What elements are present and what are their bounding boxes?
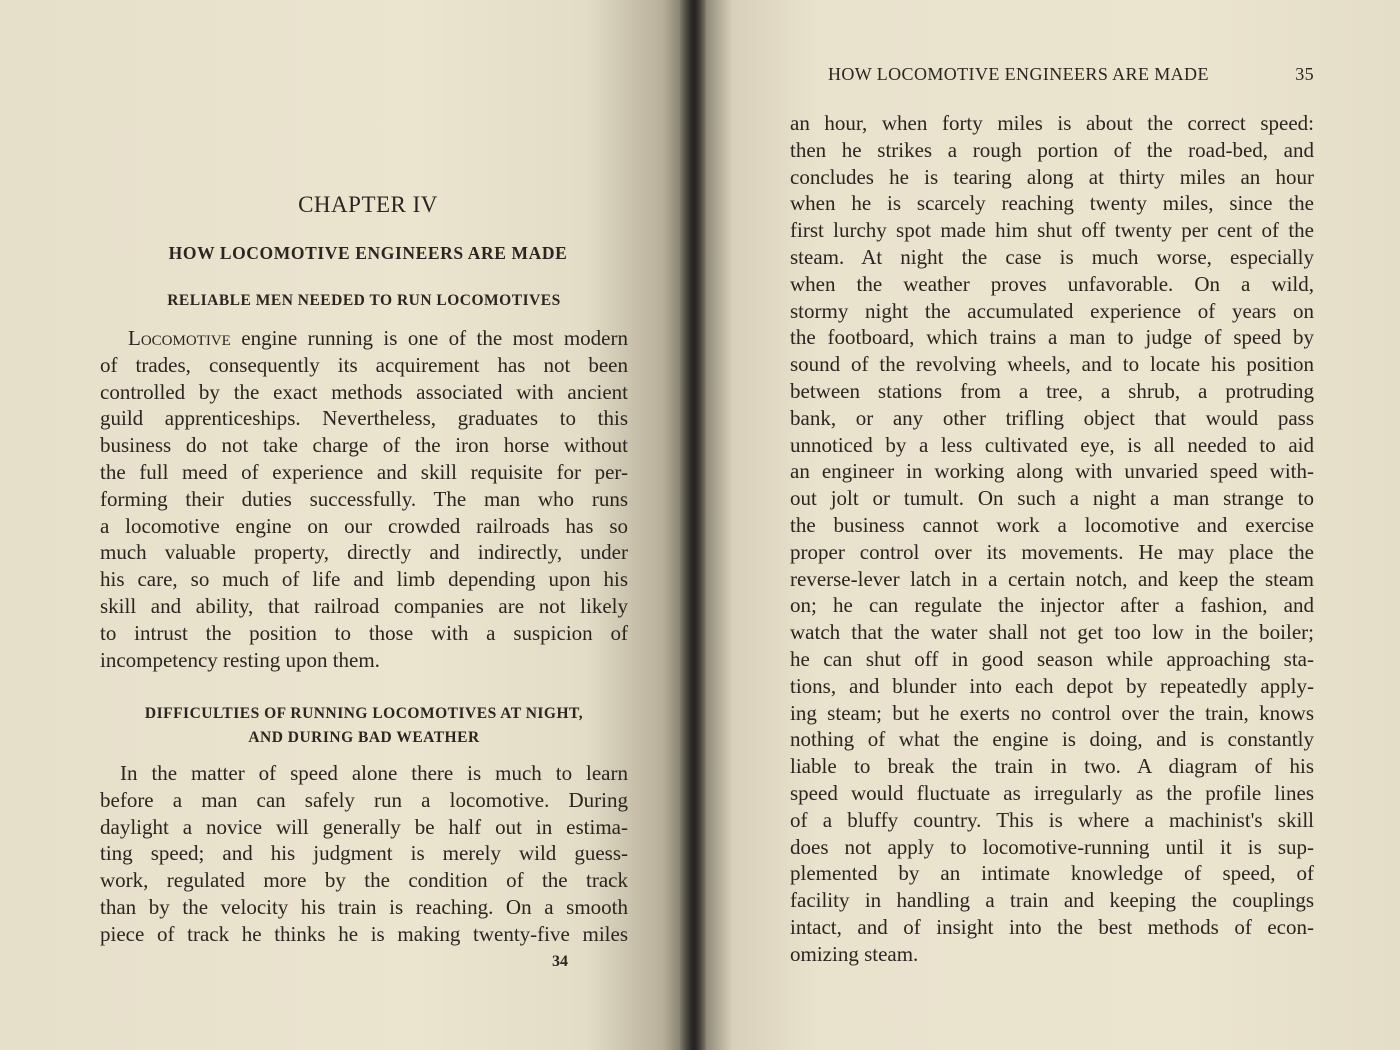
paragraph-line: than by the velocity his train is reaching. On a smooth [100, 894, 628, 919]
chapter-heading: HOW LOCOMOTIVE ENGINEERS ARE MADE [168, 243, 568, 263]
paragraph-line: the full meed of experience and skill requisite for per- [100, 459, 628, 484]
paragraph-line: nothing of what the engine is doing, and is constantly [790, 727, 1314, 752]
paragraph-line: controlled by the exact methods associated with ancient [100, 379, 628, 404]
paragraph-line: an hour, when forty miles is about the correct speed: [790, 111, 1314, 135]
paragraph-line: a locomotive engine on our crowded railroads has so [100, 513, 628, 538]
paragraph-line: reverse-lever latch in a certain notch, and keep the steam [790, 566, 1314, 591]
chapter-title: CHAPTER IV [298, 192, 438, 217]
paragraph-line: liable to break the train in two. A diagram of his [790, 754, 1314, 779]
section2-paragraph [100, 760, 628, 948]
paragraph-line: intact, and of insight into the best methods of econ- [790, 914, 1314, 939]
paragraph-line: watch that the water shall not get too low in the boiler; [790, 620, 1314, 645]
paragraph-line: the footboard, which trains a man to judge of speed by [790, 325, 1314, 350]
paragraph-line: stormy night the accumulated experience of years on [790, 298, 1314, 323]
paragraph-line: concludes he is tearing along at thirty miles an hour [790, 164, 1314, 189]
page-number-left: 34 [552, 953, 568, 970]
section-heading-line: DIFFICULTIES OF RUNNING LOCOMOTIVES AT NIGHT, [144, 705, 584, 722]
paragraph-line: the business cannot work a locomotive and exercise [790, 512, 1314, 537]
paragraph-line: incompetency resting upon them. [100, 647, 380, 672]
paragraph-line: forming their duties successfully. The man who runs [100, 486, 628, 511]
paragraph-line [100, 325, 628, 352]
paragraph-line: to intrust the position to those with a suspicion of [100, 620, 628, 645]
paragraph-line: out jolt or tumult. On such a night a man strange to [790, 486, 1314, 511]
paragraph-line: skill and ability, that railroad companies are not likely [100, 593, 628, 618]
paragraph-line: ting speed; and his judgment is merely wild guess- [100, 841, 628, 866]
paragraph-line: tions, and blunder into each depot by repeatedly apply- [790, 673, 1314, 698]
line-text: engine running is one of the most modern [230, 326, 628, 350]
running-head [828, 64, 1314, 85]
paragraph-line: business do not take charge of the iron horse without [100, 433, 628, 458]
paragraph-line: of a bluffy country. This is where a machinist's skill [790, 807, 1314, 832]
paragraph-line: of trades, consequently its acquirement has not been [100, 352, 628, 377]
paragraph-line: when the weather proves unfavorable. On a wild, [790, 271, 1314, 296]
paragraph-line: much valuable property, directly and indirectly, under [100, 540, 628, 565]
paragraph-line: guild apprenticeships. Nevertheless, graduates to this [100, 406, 628, 431]
paragraph-line: before a man can safely run a locomotive. During [100, 787, 628, 812]
section-heading-difficulties [100, 702, 628, 750]
paragraph-line: piece of track he thinks he is making twenty-five miles [100, 921, 628, 946]
paragraph-line: sound of the revolving wheels, and to locate his position [790, 352, 1314, 377]
paragraph-line: proper control over its movements. He may place the [790, 539, 1314, 564]
section-heading-line: AND DURING BAD WEATHER [248, 729, 480, 746]
drop-word: Locomotive [128, 326, 231, 350]
paragraph-line: when he is scarcely reaching twenty miles, since the [790, 191, 1314, 216]
paragraph-line: plemented by an intimate knowledge of speed, of [790, 861, 1314, 886]
paragraph-line: In the matter of speed alone there is much to learn [120, 761, 628, 785]
running-head-title: HOW LOCOMOTIVE ENGINEERS ARE MADE [828, 64, 1209, 84]
paragraph-line: he can shut off in good season while approaching sta- [790, 646, 1314, 671]
paragraph-line: an engineer in working along with unvaried speed with- [790, 459, 1314, 484]
page-number-right: 35 [1295, 64, 1314, 84]
paragraph-line: unnoticed by a less cultivated eye, is all needed to aid [790, 432, 1314, 457]
paragraph-line: his care, so much of life and limb depending upon his [100, 567, 628, 592]
paragraph-line: ing steam; but he exerts no control over the train, knows [790, 700, 1314, 725]
paragraph-line: work, regulated more by the condition of the track [100, 868, 628, 893]
paragraph-line: speed would fluctuate as irregularly as the profile lines [790, 780, 1314, 805]
section-heading-line: RELIABLE MEN NEEDED TO RUN LOCOMOTIVES [167, 292, 561, 309]
paragraph-line: then he strikes a rough portion of the road-bed, and [790, 137, 1314, 162]
section-heading-reliable-men [100, 289, 628, 313]
paragraph-line: steam. At night the case is much worse, especially [790, 244, 1314, 269]
book-gutter [680, 0, 706, 1050]
paragraph-line: does not apply to locomotive-running until it is sup- [790, 834, 1314, 859]
section1-paragraph [100, 325, 628, 673]
paragraph-line: first lurchy spot made him shut off twenty per cent of the [790, 218, 1314, 243]
paragraph-line: facility in handling a train and keeping the couplings [790, 888, 1314, 913]
paragraph-line: omizing steam. [790, 941, 919, 966]
paragraph-line: on; he can regulate the injector after a fashion, and [790, 593, 1314, 618]
paragraph-line: between stations from a tree, a shrub, a protruding [790, 378, 1314, 403]
right-page-paragraph [790, 110, 1314, 968]
paragraph-line: bank, or any other trifling object that would pass [790, 405, 1314, 430]
paragraph-line: daylight a novice will generally be half out in estima- [100, 814, 628, 839]
